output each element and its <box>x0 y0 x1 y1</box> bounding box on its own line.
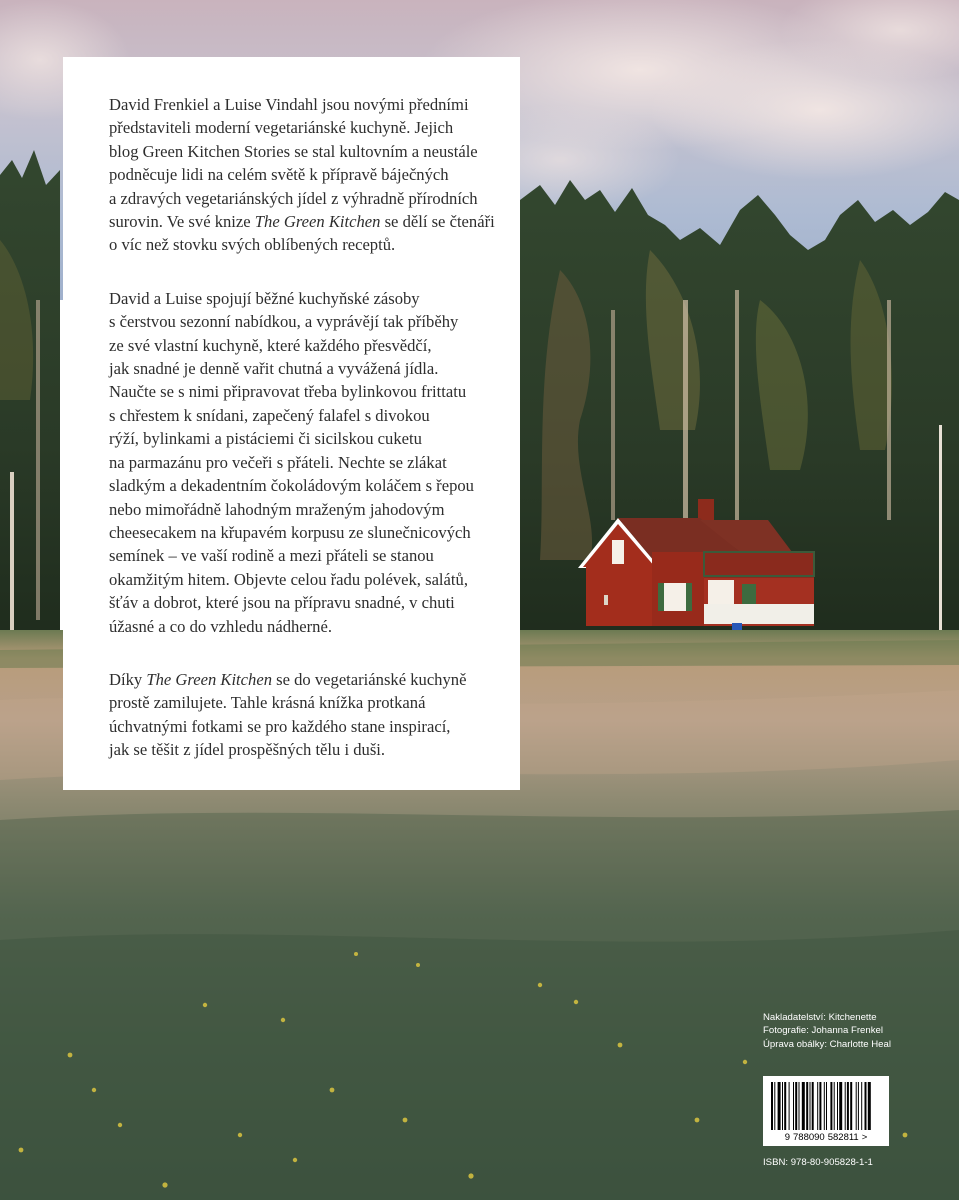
text-run: ze své vlastní kuchyně, které každého přesvědčí, <box>109 335 432 355</box>
barcode-bar <box>830 1082 832 1130</box>
blurb-paragraph-3 <box>109 668 504 762</box>
barcode-bar <box>782 1082 783 1130</box>
text-run: semínek – ve vaší rodině a mezi přáteli se stanou <box>109 546 434 566</box>
barcode-lead-digit: 9 <box>784 1132 791 1143</box>
blurb-line <box>109 116 504 139</box>
text-run: s čerstvou sezonní nabídkou, a vyprávějí tak příběhy <box>109 312 459 332</box>
barcode-bar <box>858 1082 859 1130</box>
blurb-line <box>109 568 504 591</box>
barcode-bar <box>802 1082 805 1130</box>
blurb-line <box>109 404 504 427</box>
barcode-bar <box>834 1082 835 1130</box>
text-run: Naučte se s nimi připravovat třeba bylinkovou frittatu <box>109 382 467 402</box>
text-run: David a Luise spojují běžné kuchyňské zásoby <box>109 288 420 308</box>
barcode-bar <box>793 1082 794 1130</box>
text-run: a zdravých vegetariánských jídel z výhradně přírodních <box>109 188 478 208</box>
blurb-line <box>109 451 504 474</box>
blurb-line <box>109 427 504 450</box>
blurb-line <box>109 93 504 116</box>
blurb-panel <box>63 57 520 790</box>
blurb-paragraph-2 <box>109 287 504 638</box>
barcode-marker: > <box>861 1132 868 1143</box>
blurb-line <box>109 210 504 233</box>
text-run: o víc než stovku svých oblíbených receptů. <box>109 235 396 255</box>
credit-publisher: Nakladatelství: Kitchenette <box>763 1012 877 1023</box>
barcode-bar <box>826 1082 827 1130</box>
barcode-group-1: 788090 <box>793 1132 825 1143</box>
barcode-bar <box>845 1082 846 1130</box>
barcode-digits <box>763 1132 889 1143</box>
barcode-bar <box>789 1082 790 1130</box>
barcode-bar <box>856 1082 857 1130</box>
book-title-italic: The Green Kitchen <box>146 669 272 689</box>
text-run: podněcuje lidi na celém světě k přípravě báječných <box>109 165 449 185</box>
blurb-line <box>109 615 504 638</box>
isbn-label: ISBN: 978-80-905828-1-1 <box>763 1157 873 1168</box>
blurb-line <box>109 357 504 380</box>
barcode-bar <box>799 1082 800 1130</box>
text-run: okamžitým hitem. Objevte celou řadu polévek, salátů, <box>109 569 468 589</box>
text-run: cheesecakem na křupavém korpusu ze slunečnicových <box>109 522 471 542</box>
barcode-bar <box>861 1082 862 1130</box>
barcode-bar <box>837 1082 838 1130</box>
barcode-bar <box>812 1082 814 1130</box>
blurb-line <box>109 474 504 497</box>
blurb-line <box>109 380 504 403</box>
text-run: jak se těšit z jídel prospěšných tělu i duši. <box>109 740 386 760</box>
text-run: úžasné a co do vzhledu nádherné. <box>109 616 332 636</box>
text-run: surovin. Ve své knize <box>109 212 255 232</box>
barcode-bar <box>817 1082 818 1130</box>
barcode-bar <box>795 1082 797 1130</box>
blurb-line <box>109 287 504 310</box>
barcode-bar <box>810 1082 811 1130</box>
text-run: jak snadné je denně vařit chutná a vyvážená jídla. <box>109 359 439 379</box>
blurb-paragraph-1 <box>109 93 504 257</box>
barcode <box>763 1076 889 1146</box>
text-run: šťáv a dobrot, které jsou na přípravu snadné, v chuti <box>109 593 455 613</box>
blurb-line <box>109 715 504 738</box>
text-run: na parmazánu pro večeři s přáteli. Nechte se zlákat <box>109 452 447 472</box>
barcode-bar <box>806 1082 808 1130</box>
barcode-bars <box>763 1076 889 1136</box>
blurb-line <box>109 668 504 691</box>
barcode-bar <box>784 1082 786 1130</box>
barcode-bar <box>778 1082 781 1130</box>
barcode-bar <box>774 1082 775 1130</box>
text-run: Díky <box>109 669 147 689</box>
barcode-bar <box>868 1082 871 1130</box>
barcode-bar <box>847 1082 849 1130</box>
text-run: představiteli moderní vegetariánské kuchyně. Jejich <box>109 118 454 138</box>
barcode-bar <box>850 1082 852 1130</box>
blurb-line <box>109 140 504 163</box>
blurb-line <box>109 738 504 761</box>
text-run: se dělí se čtenáři <box>380 212 495 232</box>
credits <box>763 1011 891 1051</box>
barcode-bar <box>865 1082 867 1130</box>
text-run: úchvatnými fotkami se pro každého stane inspirací, <box>109 716 451 736</box>
blurb-line <box>109 233 504 256</box>
text-run: sladkým a dekadentním čokoládovým koláčem s řepou <box>109 476 474 496</box>
barcode-bar <box>771 1082 773 1130</box>
credit-cover-design: Úprava obálky: Charlotte Heal <box>763 1038 891 1050</box>
barcode-bar <box>819 1082 821 1130</box>
barcode-group-2: 582811 <box>827 1132 859 1143</box>
credit-photography: Fotografie: Johanna Frenkel <box>763 1025 883 1037</box>
text-run: nebo mimořádně lahodným mraženým jahodovým <box>109 499 445 519</box>
blurb-line <box>109 334 504 357</box>
blurb-line <box>109 163 504 186</box>
blurb-line <box>109 691 504 714</box>
blurb-line <box>109 310 504 333</box>
blurb-line <box>109 591 504 614</box>
barcode-bar <box>839 1082 842 1130</box>
blurb-line <box>109 498 504 521</box>
text-run: s chřestem k snídani, zapečený falafel s divokou <box>109 405 430 425</box>
blurb-line <box>109 521 504 544</box>
text-run: rýží, bylinkami a pistáciemi či sicilskou cuketu <box>109 429 422 449</box>
blurb-line <box>109 187 504 210</box>
text-run: se do vegetariánské kuchyně <box>272 669 467 689</box>
barcode-bar <box>824 1082 825 1130</box>
text-run: prostě zamilujete. Tahle krásná knížka protkaná <box>109 693 426 713</box>
blurb-line <box>109 544 504 567</box>
text-run: David Frenkiel a Luise Vindahl jsou novými předními <box>109 95 469 114</box>
text-run: blog Green Kitchen Stories se stal kultovním a neustále <box>109 141 478 161</box>
book-title-italic: The Green Kitchen <box>254 212 381 232</box>
